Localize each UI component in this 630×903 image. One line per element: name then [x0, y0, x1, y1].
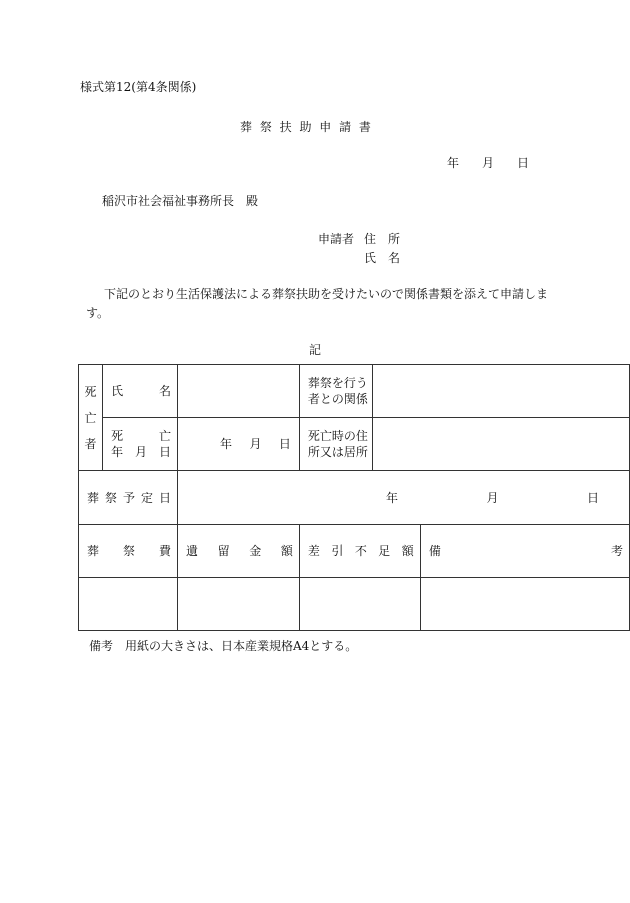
table-row-cost-headers	[79, 525, 630, 578]
name-char-2: 名	[159, 384, 172, 398]
remarks-char-2: 考	[610, 544, 623, 558]
death-year-label: 年	[220, 437, 233, 451]
death-date-day: 日	[159, 445, 172, 459]
table-row-cost-values	[79, 578, 630, 631]
statement-line-1: 下記のとおり生活保護法による葬祭扶助を受けたいので関係書類を添えて申請しま	[104, 287, 549, 301]
relation-line-1: 葬祭を行う	[307, 376, 368, 390]
funeral-cost-char-1: 葬	[87, 544, 100, 558]
addressee: 稲沢市社会福祉事務所長 殿	[102, 194, 259, 208]
scheduled-char-1: 葬	[87, 490, 100, 505]
scheduled-char-2: 祭	[105, 490, 118, 505]
relation-label	[299, 365, 372, 418]
death-char-1: 死	[111, 429, 124, 443]
address-label: 住 所	[364, 232, 401, 246]
statement-line-2: す。	[86, 306, 110, 320]
scheduled-char-3: 予	[123, 490, 136, 505]
deceased-label	[79, 365, 103, 471]
death-date-year: 年	[111, 445, 124, 459]
death-address-line-1: 死亡時の住	[307, 429, 368, 443]
estate-char-4: 額	[280, 544, 293, 558]
scheduled-day-label: 日	[586, 490, 599, 505]
deceased-char-3: 者	[84, 436, 97, 451]
scheduled-char-4: 定	[141, 490, 154, 505]
application-table	[78, 364, 630, 631]
ki-heading: 記	[309, 343, 322, 357]
applicant-label: 申請者	[318, 232, 355, 246]
death-address-field[interactable]	[372, 418, 629, 471]
death-address-label	[299, 418, 372, 471]
death-char-2: 亡	[159, 429, 172, 443]
name-label: 氏 名	[364, 251, 401, 265]
form-number: 様式第12(第4条関係)	[80, 80, 197, 94]
estate-char-3: 金	[249, 544, 262, 558]
funeral-cost-char-2: 祭	[123, 544, 136, 558]
deceased-name-field[interactable]	[178, 365, 300, 418]
death-month-label: 月	[249, 437, 262, 451]
relation-field[interactable]	[372, 365, 629, 418]
name-char-1: 氏	[111, 384, 124, 398]
estate-char-2: 留	[217, 544, 230, 558]
scheduled-date-label	[79, 471, 178, 525]
remarks-field[interactable]	[420, 578, 629, 631]
scheduled-month-label: 月	[486, 490, 499, 505]
funeral-cost-char-3: 費	[159, 544, 172, 558]
estate-amount-field[interactable]	[178, 578, 300, 631]
shortfall-char-4: 足	[378, 544, 391, 558]
date-day-label: 日	[517, 156, 530, 170]
deceased-name-label	[103, 365, 178, 418]
funeral-cost-field[interactable]	[79, 578, 178, 631]
table-row-name	[79, 365, 630, 418]
scheduled-year-label: 年	[386, 490, 399, 505]
shortfall-char-2: 引	[331, 544, 344, 558]
death-address-line-2: 所又は居所	[307, 445, 368, 459]
scheduled-char-5: 日	[159, 490, 172, 505]
footer-note: 備考 用紙の大きさは、日本産業規格A4とする。	[89, 639, 358, 653]
table-row-death	[79, 418, 630, 471]
shortfall-header	[299, 525, 420, 578]
remarks-header	[420, 525, 629, 578]
death-date-month: 月	[135, 445, 148, 459]
shortfall-field[interactable]	[299, 578, 420, 631]
scheduled-date-field[interactable]	[178, 471, 630, 525]
deceased-char-2: 亡	[84, 410, 97, 425]
estate-amount-header	[178, 525, 300, 578]
shortfall-char-1: 差	[307, 544, 320, 558]
date-year-label: 年	[447, 156, 460, 170]
shortfall-char-3: 不	[354, 544, 367, 558]
remarks-char-1: 備	[428, 544, 441, 558]
date-month-label: 月	[482, 156, 495, 170]
deceased-char-1: 死	[84, 384, 97, 399]
relation-line-2: 者との関係	[307, 392, 368, 406]
death-date-field[interactable]	[178, 418, 300, 471]
death-date-label	[103, 418, 178, 471]
document-title: 葬 祭 扶 助 申 請 書	[240, 120, 373, 134]
funeral-cost-header	[79, 525, 178, 578]
shortfall-char-5: 額	[401, 544, 414, 558]
table-row-schedule	[79, 471, 630, 525]
estate-char-1: 遺	[186, 544, 199, 558]
death-day-label: 日	[278, 437, 291, 451]
